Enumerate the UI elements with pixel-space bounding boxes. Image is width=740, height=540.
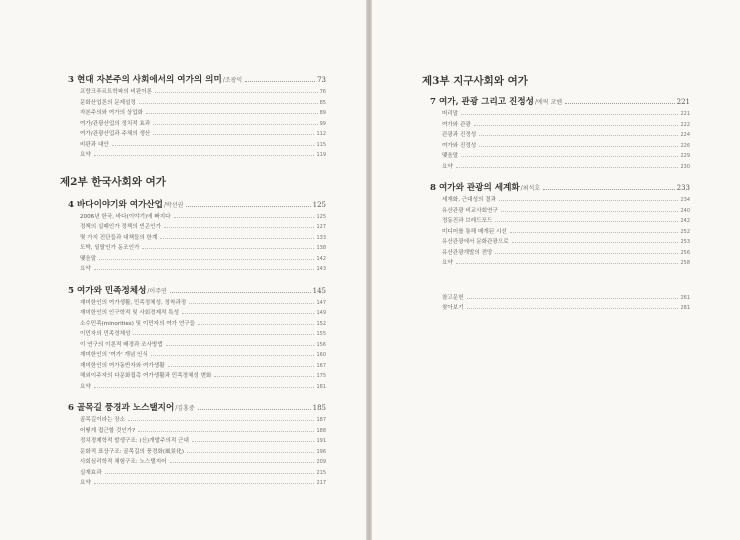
toc-entry-page: 85 [319, 99, 326, 106]
toc-entry [422, 130, 690, 141]
leader-dots [166, 345, 315, 346]
toc-entry-title: 문화적 표상구조: 골목길의 풍경화(風景化) [80, 448, 185, 455]
leader-dots [479, 146, 678, 147]
leader-dots [198, 324, 314, 325]
leader-dots [160, 238, 314, 239]
leader-dots [186, 206, 310, 207]
toc-entry-title: 유산관광개발의 전망 [442, 249, 493, 256]
leader-dots [467, 298, 679, 299]
toc-entry-title: 요약 [80, 266, 91, 272]
toc-entry-title: 프랑크푸르트학파의 비판이론 [80, 89, 153, 95]
chapter-author: /김홍중 [175, 405, 195, 412]
toc-entry-title: 재미한인의 여가동반자와 여가생활 [80, 362, 165, 369]
chapter-page: 233 [676, 184, 690, 192]
toc-entry [60, 264, 326, 275]
toc-entry-title: 2006년 한국, 바다(이야기)에 빠지다 [80, 213, 171, 220]
leader-dots [479, 135, 678, 136]
chapter-author: /조광익 [222, 77, 243, 84]
chapter-author: /에릭 코헨 [534, 99, 563, 106]
toc-entry-page: 221 [680, 111, 690, 117]
toc-entry [60, 212, 326, 223]
leader-dots [189, 303, 314, 304]
chapter-6-heading [60, 402, 326, 415]
leader-dots [94, 155, 315, 156]
leader-dots [182, 313, 314, 314]
toc-entry [422, 303, 690, 314]
right-page [372, 0, 740, 540]
toc-entry-title: 여가와 관광 [442, 121, 471, 128]
back-matter [422, 293, 690, 314]
leader-dots [198, 409, 311, 410]
toc-entry-page: 229 [680, 153, 690, 159]
toc-entry [60, 233, 326, 244]
leader-dots [501, 211, 679, 212]
chapter-title: 8 여가와 관광의 세계화 [430, 183, 520, 193]
leader-dots [214, 376, 314, 377]
toc-entry [422, 206, 690, 217]
leader-dots [164, 227, 314, 228]
toc-entry [60, 254, 326, 265]
toc-entry-page: 215 [316, 469, 326, 476]
toc-entry-page: 196 [316, 448, 326, 455]
left-page [0, 0, 366, 540]
leader-dots [94, 269, 315, 270]
leader-dots [153, 124, 317, 125]
toc-entry [60, 140, 326, 151]
toc-entry-title: 맺음말 [80, 255, 97, 262]
toc-entry [60, 319, 326, 330]
leader-dots [170, 292, 311, 293]
toc-entry-page: 138 [316, 245, 326, 251]
toc-entry-page: 242 [680, 218, 690, 224]
chapter-title: 6 골목길 풍경과 노스탤지어 [68, 403, 175, 413]
toc-entry-title: 미디어를 통해 매개된 시선 [442, 228, 507, 235]
toc-entry-page: 99 [319, 120, 326, 127]
part-2-heading: 제2부 한국사회와 여가 [60, 175, 166, 188]
leader-dots [94, 483, 315, 484]
toc-entry-page: 142 [316, 255, 326, 262]
part-3-heading: 제3부 지구사회와 여가 [422, 75, 528, 87]
leader-dots [495, 221, 678, 222]
toc-entry-page: 253 [680, 239, 690, 245]
toc-entry-page: 119 [316, 152, 326, 158]
leader-dots [155, 92, 318, 93]
toc-entry-title: 실재효과 [80, 469, 102, 476]
toc-entry-title: 이민자의 민족정체성 [80, 331, 131, 337]
toc-entry [60, 468, 326, 479]
toc-entry [60, 150, 326, 161]
toc-entry-page: 240 [680, 207, 690, 214]
toc-entry [60, 308, 326, 319]
toc-entry-title: 여가/관광산업의 정치적 효과 [80, 120, 151, 127]
leader-dots [142, 248, 314, 249]
leader-dots [565, 103, 675, 104]
toc-entry-page: 209 [316, 459, 326, 465]
left-toc-column [60, 74, 326, 489]
toc-entry [422, 293, 690, 304]
leader-dots [133, 334, 314, 335]
toc-entry [60, 108, 326, 119]
chapter-3-items [60, 87, 326, 161]
chapter-page: 221 [676, 98, 690, 106]
leader-dots [512, 242, 679, 243]
leader-dots [105, 473, 315, 474]
toc-entry [422, 195, 690, 206]
toc-entry-title: 유산관광 비교사회연구 [442, 207, 498, 214]
toc-entry-title: 자본주의와 여가의 상업화 [80, 110, 143, 116]
chapter-8-items [422, 195, 690, 269]
leader-dots [187, 452, 314, 453]
toc-entry [60, 371, 326, 382]
leader-dots [99, 259, 314, 260]
chapter-author: /이주연 [147, 287, 167, 295]
toc-entry-page: 181 [316, 383, 326, 390]
leader-dots [461, 114, 678, 115]
leader-dots [174, 217, 315, 218]
toc-entry [422, 216, 690, 227]
leader-dots [153, 134, 314, 135]
toc-entry-title: 맺음말 [442, 153, 459, 159]
toc-entry-page: 261 [680, 294, 690, 301]
leader-dots [138, 431, 314, 432]
toc-entry [60, 447, 326, 458]
toc-entry-title: 사회심리학적 체험구조: 노스탤지어 [80, 459, 167, 465]
leader-dots [456, 263, 679, 264]
chapter-6-items [60, 415, 326, 489]
toc-entry-page: 281 [680, 305, 690, 311]
toc-entry-page: 217 [316, 480, 326, 486]
toc-entry-title: 비판과 대안 [80, 141, 109, 148]
toc-entry-page: 226 [680, 142, 690, 149]
leader-dots [474, 125, 679, 126]
toc-entry-page: 133 [316, 234, 326, 241]
leader-dots [94, 387, 315, 388]
toc-entry-page: 258 [680, 260, 690, 266]
toc-entry-page: 167 [316, 362, 326, 369]
toc-entry-title: 요약 [442, 163, 453, 170]
toc-entry-title: 찾아보기 [442, 305, 464, 311]
toc-entry [60, 382, 326, 393]
chapter-8-heading [422, 182, 690, 195]
toc-entry-title: 문화산업론의 문제설정 [80, 99, 136, 106]
toc-entry [422, 151, 690, 162]
chapter-page: 145 [312, 286, 326, 295]
toc-entry-title: 재미한인의 '여가' 개념 인식 [80, 352, 148, 358]
toc-entry [422, 120, 690, 131]
toc-entry [60, 119, 326, 130]
toc-entry [60, 87, 326, 98]
toc-entry-title: 참고문헌 [442, 294, 464, 301]
toc-entry [60, 426, 326, 437]
toc-entry-title: 세계화, 근대성의 결과 [442, 197, 496, 203]
toc-entry-title: 골목길이라는 장소 [80, 417, 126, 423]
leader-dots [112, 145, 315, 146]
chapter-title: 5 여가와 민족정체성 [68, 285, 147, 296]
toc-entry-title: 정치경제학적 발생구조: (신)개발주의적 근대 [80, 438, 189, 444]
toc-entry-title: 요약 [80, 480, 91, 486]
leader-dots [170, 462, 315, 463]
right-toc-column [422, 74, 690, 314]
toc-entry-title: 여가/관광산업과 주체의 생산 [80, 131, 151, 137]
toc-entry-title: 요약 [442, 260, 453, 266]
chapter-4-heading [60, 199, 326, 212]
leader-dots [461, 156, 678, 157]
toc-entry [60, 329, 326, 340]
toc-entry-page: 76 [319, 89, 326, 95]
toc-entry [422, 248, 690, 259]
toc-entry-title: 재미한인의 인구학적 및 사회경제적 특성 [80, 310, 179, 316]
leader-dots [510, 232, 679, 233]
toc-entry-page: 234 [680, 197, 690, 203]
leader-dots [192, 441, 315, 442]
toc-entry-page: 175 [316, 373, 326, 379]
toc-entry-page: 143 [316, 266, 326, 272]
toc-entry-page: 191 [316, 438, 326, 444]
leader-dots [139, 103, 318, 104]
toc-entry-page: 187 [316, 417, 326, 423]
chapter-5-heading [60, 285, 326, 298]
leader-dots [245, 81, 315, 82]
toc-entry-title: 이 연구의 이론적 배경과 조사방법 [80, 341, 163, 348]
toc-entry-title: 요약 [80, 152, 91, 158]
toc-entry-page: 156 [316, 341, 326, 348]
toc-entry-title: 몇 가지 진단들과 대책들의 한계 [80, 234, 158, 241]
leader-dots [128, 420, 314, 421]
toc-entry-page: 115 [316, 141, 326, 148]
toc-entry-page: 152 [316, 320, 326, 327]
toc-entry [60, 457, 326, 468]
toc-entry [60, 298, 326, 309]
toc-entry [60, 129, 326, 140]
toc-entry-page: 125 [316, 213, 326, 220]
chapter-title: 3 현대 자본주의 사회에서의 여가의 의미 [68, 75, 222, 85]
toc-entry-page: 188 [316, 427, 326, 434]
chapter-page: 125 [312, 200, 326, 209]
toc-entry-page: 112 [316, 131, 326, 137]
toc-entry [60, 243, 326, 254]
toc-entry [60, 350, 326, 361]
chapter-5-items [60, 298, 326, 393]
toc-entry-title: 여가와 진정성 [442, 142, 477, 149]
leader-dots [467, 308, 679, 309]
toc-entry-page: 147 [316, 299, 326, 306]
toc-entry [60, 478, 326, 489]
toc-entry-title: 정동진과 브레드포드 [442, 218, 493, 224]
toc-entry-page: 222 [680, 121, 690, 128]
toc-entry [422, 227, 690, 238]
toc-entry-title: 어떻게 접근할 것인가? [80, 427, 136, 434]
toc-entry-page: 256 [680, 249, 690, 256]
chapter-4-items [60, 212, 326, 275]
toc-entry-title: 정책의 실패인가 정책의 빈곤인가 [80, 224, 161, 230]
toc-entry-title: 머리말 [442, 111, 459, 117]
leader-dots [499, 200, 678, 201]
toc-entry-title: 재미한인의 여가생활, 민족정체성, 정착과정 [80, 299, 187, 306]
toc-entry [422, 141, 690, 152]
toc-entry-title: 도박, 일탈인가 동조인가 [80, 245, 140, 251]
toc-entry [422, 237, 690, 248]
toc-entry-page: 155 [316, 331, 326, 337]
toc-entry [422, 109, 690, 120]
toc-entry-title: 소수민족(minorities) 및 이민자의 여가 연구들 [80, 320, 196, 327]
toc-entry-title: 해외이주자의 다문화접촉 여가생활과 민족정체성 변화 [80, 373, 212, 379]
toc-entry-page: 160 [316, 352, 326, 358]
toc-entry-title: 관광과 진정성 [442, 132, 477, 138]
toc-entry [60, 340, 326, 351]
chapter-page: 73 [317, 76, 326, 84]
toc-entry-title: 요약 [80, 383, 91, 390]
chapter-7-heading [422, 96, 690, 109]
chapter-title: 7 여가, 관광 그리고 진정성 [430, 97, 534, 107]
leader-dots [168, 366, 315, 367]
toc-entry-page: 127 [316, 224, 326, 230]
toc-entry-page: 224 [680, 132, 690, 138]
leader-dots [543, 189, 675, 190]
toc-entry-title: 유산관광에서 문화관광으로 [442, 239, 509, 245]
chapter-3-heading [60, 74, 326, 87]
leader-dots [495, 253, 678, 254]
toc-entry [60, 415, 326, 426]
toc-entry [60, 222, 326, 233]
toc-entry-page: 252 [680, 228, 690, 235]
toc-entry-page: 89 [319, 110, 326, 116]
chapter-7-items [422, 109, 690, 172]
toc-entry [60, 361, 326, 372]
chapter-author: /최석호 [520, 185, 541, 192]
leader-dots [146, 113, 318, 114]
toc-entry [60, 98, 326, 109]
toc-entry-page: 149 [316, 310, 326, 316]
toc-entry-page: 230 [680, 163, 690, 170]
leader-dots [151, 355, 315, 356]
toc-entry [422, 258, 690, 269]
chapter-author: /박선권 [163, 201, 184, 209]
chapter-title: 4 바다이야기와 여가산업 [68, 199, 163, 210]
chapter-page: 185 [312, 404, 326, 412]
leader-dots [456, 167, 679, 168]
toc-entry [60, 436, 326, 447]
toc-entry [422, 162, 690, 173]
